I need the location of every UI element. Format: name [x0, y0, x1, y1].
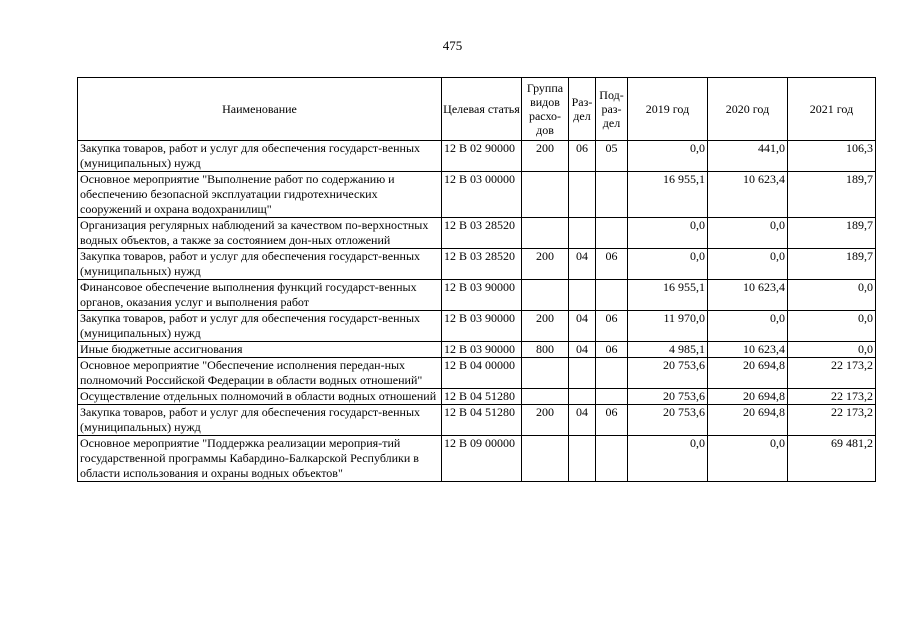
cell-year-2021: 189,7	[788, 249, 876, 280]
cell-subsection	[596, 280, 628, 311]
table-row	[78, 141, 876, 172]
header-year-2019: 2019 год	[628, 78, 708, 141]
cell-section	[569, 358, 596, 389]
cell-expense-group: 200	[522, 311, 569, 342]
cell-expense-group	[522, 172, 569, 218]
cell-name: Закупка товаров, работ и услуг для обеспечения государст-венных (муниципальных) нужд	[78, 249, 442, 280]
cell-name: Организация регулярных наблюдений за качеством по-верхностных водных объектов, а также за состоянием дон-ных отложений	[78, 218, 442, 249]
cell-target-article: 12 В 04 00000	[442, 358, 522, 389]
cell-year-2020: 0,0	[708, 436, 788, 482]
cell-section: 04	[569, 311, 596, 342]
table-header	[78, 78, 876, 141]
cell-year-2021: 22 173,2	[788, 405, 876, 436]
cell-section	[569, 436, 596, 482]
cell-target-article: 12 В 03 90000	[442, 311, 522, 342]
cell-year-2019: 0,0	[628, 436, 708, 482]
cell-expense-group	[522, 280, 569, 311]
cell-subsection	[596, 172, 628, 218]
table-row	[78, 280, 876, 311]
cell-year-2021: 69 481,2	[788, 436, 876, 482]
cell-subsection: 06	[596, 311, 628, 342]
cell-year-2019: 0,0	[628, 249, 708, 280]
cell-expense-group: 200	[522, 249, 569, 280]
cell-target-article: 12 В 09 00000	[442, 436, 522, 482]
cell-year-2019: 20 753,6	[628, 358, 708, 389]
cell-year-2020: 0,0	[708, 249, 788, 280]
table-row	[78, 249, 876, 280]
cell-year-2020: 441,0	[708, 141, 788, 172]
cell-year-2021: 22 173,2	[788, 358, 876, 389]
cell-name: Основное мероприятие "Обеспечение исполнения передан-ных полномочий Российской Федерации в области водных отношений"	[78, 358, 442, 389]
cell-name: Закупка товаров, работ и услуг для обеспечения государст-венных (муниципальных) нужд	[78, 405, 442, 436]
cell-year-2020: 0,0	[708, 218, 788, 249]
cell-name: Закупка товаров, работ и услуг для обеспечения государст-венных (муниципальных) нужд	[78, 311, 442, 342]
cell-name: Основное мероприятие "Выполнение работ по содержанию и обеспечению безопасной эксплуатации гидротехнических сооружений и охрана водохранилищ"	[78, 172, 442, 218]
cell-name: Финансовое обеспечение выполнения функций государст-венных органов, оказания услуг и выполнения работ	[78, 280, 442, 311]
cell-name: Закупка товаров, работ и услуг для обеспечения государст-венных (муниципальных) нужд	[78, 141, 442, 172]
cell-year-2021: 189,7	[788, 172, 876, 218]
cell-year-2020: 20 694,8	[708, 389, 788, 405]
table-row	[78, 436, 876, 482]
header-section: Раз-дел	[569, 78, 596, 141]
cell-subsection	[596, 389, 628, 405]
header-expense-group: Группа видов расхо-дов	[522, 78, 569, 141]
cell-year-2019: 20 753,6	[628, 389, 708, 405]
cell-section: 06	[569, 141, 596, 172]
cell-year-2021: 0,0	[788, 342, 876, 358]
cell-year-2019: 0,0	[628, 218, 708, 249]
cell-subsection: 05	[596, 141, 628, 172]
cell-target-article: 12 В 04 51280	[442, 405, 522, 436]
cell-section	[569, 389, 596, 405]
cell-year-2020: 10 623,4	[708, 172, 788, 218]
cell-name: Осуществление отдельных полномочий в области водных отношений	[78, 389, 442, 405]
table-row	[78, 358, 876, 389]
cell-target-article: 12 В 02 90000	[442, 141, 522, 172]
cell-subsection: 06	[596, 342, 628, 358]
cell-expense-group	[522, 389, 569, 405]
header-target-article: Целевая статья	[442, 78, 522, 141]
cell-year-2019: 0,0	[628, 141, 708, 172]
cell-section: 04	[569, 342, 596, 358]
table-row	[78, 218, 876, 249]
cell-target-article: 12 В 03 28520	[442, 249, 522, 280]
cell-name: Основное мероприятие "Поддержка реализации мероприя-тий государственной программы Кабардино-Балкарской Республики в области использования и охраны водных объектов"	[78, 436, 442, 482]
cell-expense-group	[522, 218, 569, 249]
cell-section: 04	[569, 249, 596, 280]
cell-expense-group	[522, 436, 569, 482]
cell-expense-group: 200	[522, 405, 569, 436]
cell-expense-group	[522, 358, 569, 389]
cell-expense-group: 200	[522, 141, 569, 172]
cell-year-2019: 20 753,6	[628, 405, 708, 436]
cell-year-2020: 0,0	[708, 311, 788, 342]
budget-table	[77, 77, 876, 482]
cell-expense-group: 800	[522, 342, 569, 358]
cell-year-2019: 11 970,0	[628, 311, 708, 342]
cell-year-2021: 106,3	[788, 141, 876, 172]
cell-year-2021: 0,0	[788, 280, 876, 311]
cell-year-2021: 189,7	[788, 218, 876, 249]
table-row	[78, 342, 876, 358]
cell-year-2020: 20 694,8	[708, 405, 788, 436]
cell-section	[569, 218, 596, 249]
table-row	[78, 389, 876, 405]
header-year-2021: 2021 год	[788, 78, 876, 141]
cell-year-2020: 20 694,8	[708, 358, 788, 389]
cell-subsection: 06	[596, 405, 628, 436]
cell-year-2020: 10 623,4	[708, 280, 788, 311]
cell-target-article: 12 В 04 51280	[442, 389, 522, 405]
cell-name: Иные бюджетные ассигнования	[78, 342, 442, 358]
cell-subsection	[596, 218, 628, 249]
header-subsection: Под-раз-дел	[596, 78, 628, 141]
cell-target-article: 12 В 03 90000	[442, 342, 522, 358]
header-row	[78, 78, 876, 141]
cell-section	[569, 280, 596, 311]
cell-year-2019: 16 955,1	[628, 172, 708, 218]
cell-year-2019: 4 985,1	[628, 342, 708, 358]
cell-year-2021: 0,0	[788, 311, 876, 342]
cell-target-article: 12 В 03 28520	[442, 218, 522, 249]
table-row	[78, 405, 876, 436]
header-year-2020: 2020 год	[708, 78, 788, 141]
cell-subsection	[596, 436, 628, 482]
table-row	[78, 172, 876, 218]
header-name: Наименование	[78, 78, 442, 141]
cell-subsection	[596, 358, 628, 389]
page-number: 475	[442, 38, 463, 53]
cell-subsection: 06	[596, 249, 628, 280]
cell-target-article: 12 В 03 00000	[442, 172, 522, 218]
cell-section	[569, 172, 596, 218]
cell-section: 04	[569, 405, 596, 436]
cell-year-2021: 22 173,2	[788, 389, 876, 405]
table-row	[78, 311, 876, 342]
table-body	[78, 141, 876, 482]
cell-target-article: 12 В 03 90000	[442, 280, 522, 311]
cell-year-2020: 10 623,4	[708, 342, 788, 358]
cell-year-2019: 16 955,1	[628, 280, 708, 311]
